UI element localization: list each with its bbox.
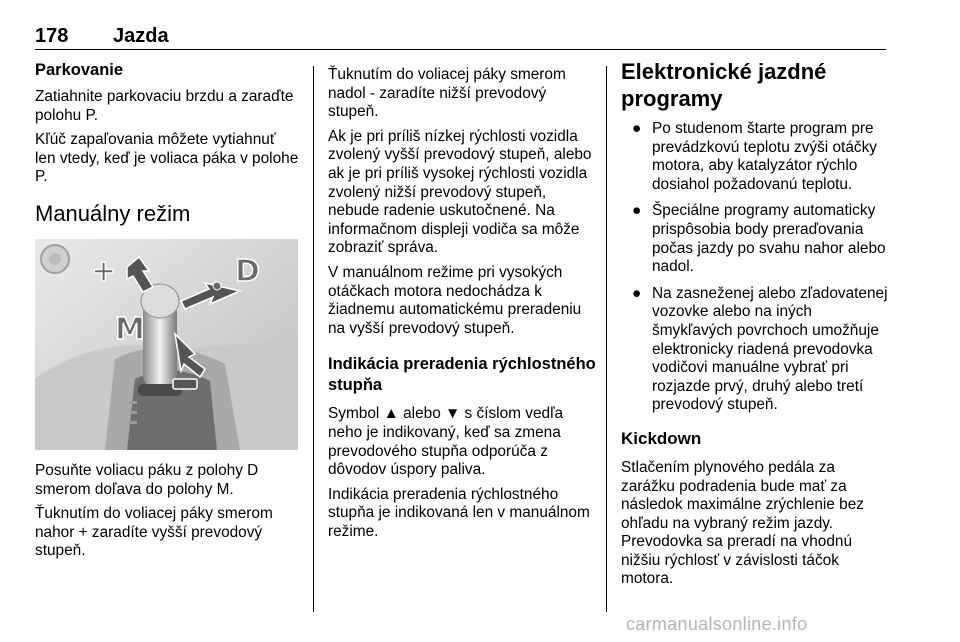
heading-driving-programs: Elektronické jazdné programy [621,59,827,111]
list-item [621,120,891,194]
middle-paragraph-1: Ťuknutím do voliacej páky smerom nadol - zaradíte nižší prevodový stupeň. [328,66,566,121]
middle-paragraph-3: V manuálnom režime pri vysokých otáčkach motora nedochádza k žiadnemu automatickému preradeniu na vyšší prevodový stupeň. [328,263,582,337]
heading-parking: Parkovanie [35,61,124,79]
figure-label-m: M [115,311,145,347]
heading-shift-indicator: Indikácia preradenia rýchlostného stupňa [328,355,596,394]
figure-label-plus: + [91,253,117,289]
manual-paragraph-1: Posuňte voliacu páku z polohy D smerom doľava do polohy M. [35,461,259,498]
bullet-icon: ● [632,202,642,220]
heading-kickdown: Kickdown [621,428,702,448]
manual-paragraph-2: Ťuknutím do voliacej páky smerom nahor + zaradíte vyšší prevodový stupeň. [35,505,273,560]
column-left [35,58,300,567]
column-right [621,58,891,595]
list-item-text: Na zasneženej alebo zľadovatenej vozovke alebo na iných šmykľavých povrchoch umožňuje elektronicky riadená prevodovka vodičovi manuálne vybrať pri rozjazde prvý, druhý alebo tretí prevodový stupeň. [652,284,888,414]
kickdown-paragraph: Stlačením plynového pedála za zarážku podradenia bude mať za následok maximálne zrýchlenie bez ohľadu na vybraný režim jazdy. Prevodovka sa preradí na vhodnú nižšiu rýchlosť v závislosti táčok motora. [621,458,864,588]
header-divider [35,49,886,50]
list-item [621,202,891,276]
list-item-text: Po studenom štarte program pre prevádzkovú teplotu zvýši otáčky motora, aby katalyzátor rýchlo dosiahol požadovanú teplotu. [652,120,877,193]
section-title: Jazda [113,25,169,47]
watermark: carmanualsonline.info [626,614,808,634]
parking-paragraph-2: Kľúč zapaľovania môžete vytiahnuť len vtedy, keď je voliaca páka v polohe P. [35,131,299,186]
middle-paragraph-5: Indikácia preradenia rýchlostného stupňa je indikovaná len v manuálnom režime. [328,485,590,540]
bullet-icon: ● [632,284,642,302]
figure-label-d: D [235,253,260,289]
column-divider-2 [606,66,607,612]
page-header [35,25,885,49]
list-item [621,285,891,415]
parking-paragraph-1: Zatiahnite parkovaciu brzdu a zaraďte polohu P. [35,88,294,124]
column-divider-1 [313,66,314,612]
heading-manual-mode: Manuálny režim [35,200,191,226]
column-middle [328,66,596,547]
list-item-text: Špeciálne programy automaticky prispôsobia body preraďovania počas jazdy po svahu nahor alebo nadol. [652,202,886,276]
middle-paragraph-4: Symbol ▲ alebo ▼ s číslom vedľa neho je indikovaný, keď sa zmena prevodového stupňa odporúča z dôvodov úspory paliva. [328,405,564,479]
page-number: 178 [35,25,69,47]
program-list [621,120,891,415]
gear-lever-illustration [35,239,298,450]
bullet-icon: ● [632,120,642,137]
middle-paragraph-2: Ak je pri príliš nízkej rýchlosti vozidla zvolený vyšší prevodový stupeň, alebo ak je pri príliš vysokej rýchlosti vozidla zvolený nižší prevodový stupeň, nebude radenie uskutočnené. Na informačnom displeji vodiča sa môže zobraziť správa. [328,127,592,257]
